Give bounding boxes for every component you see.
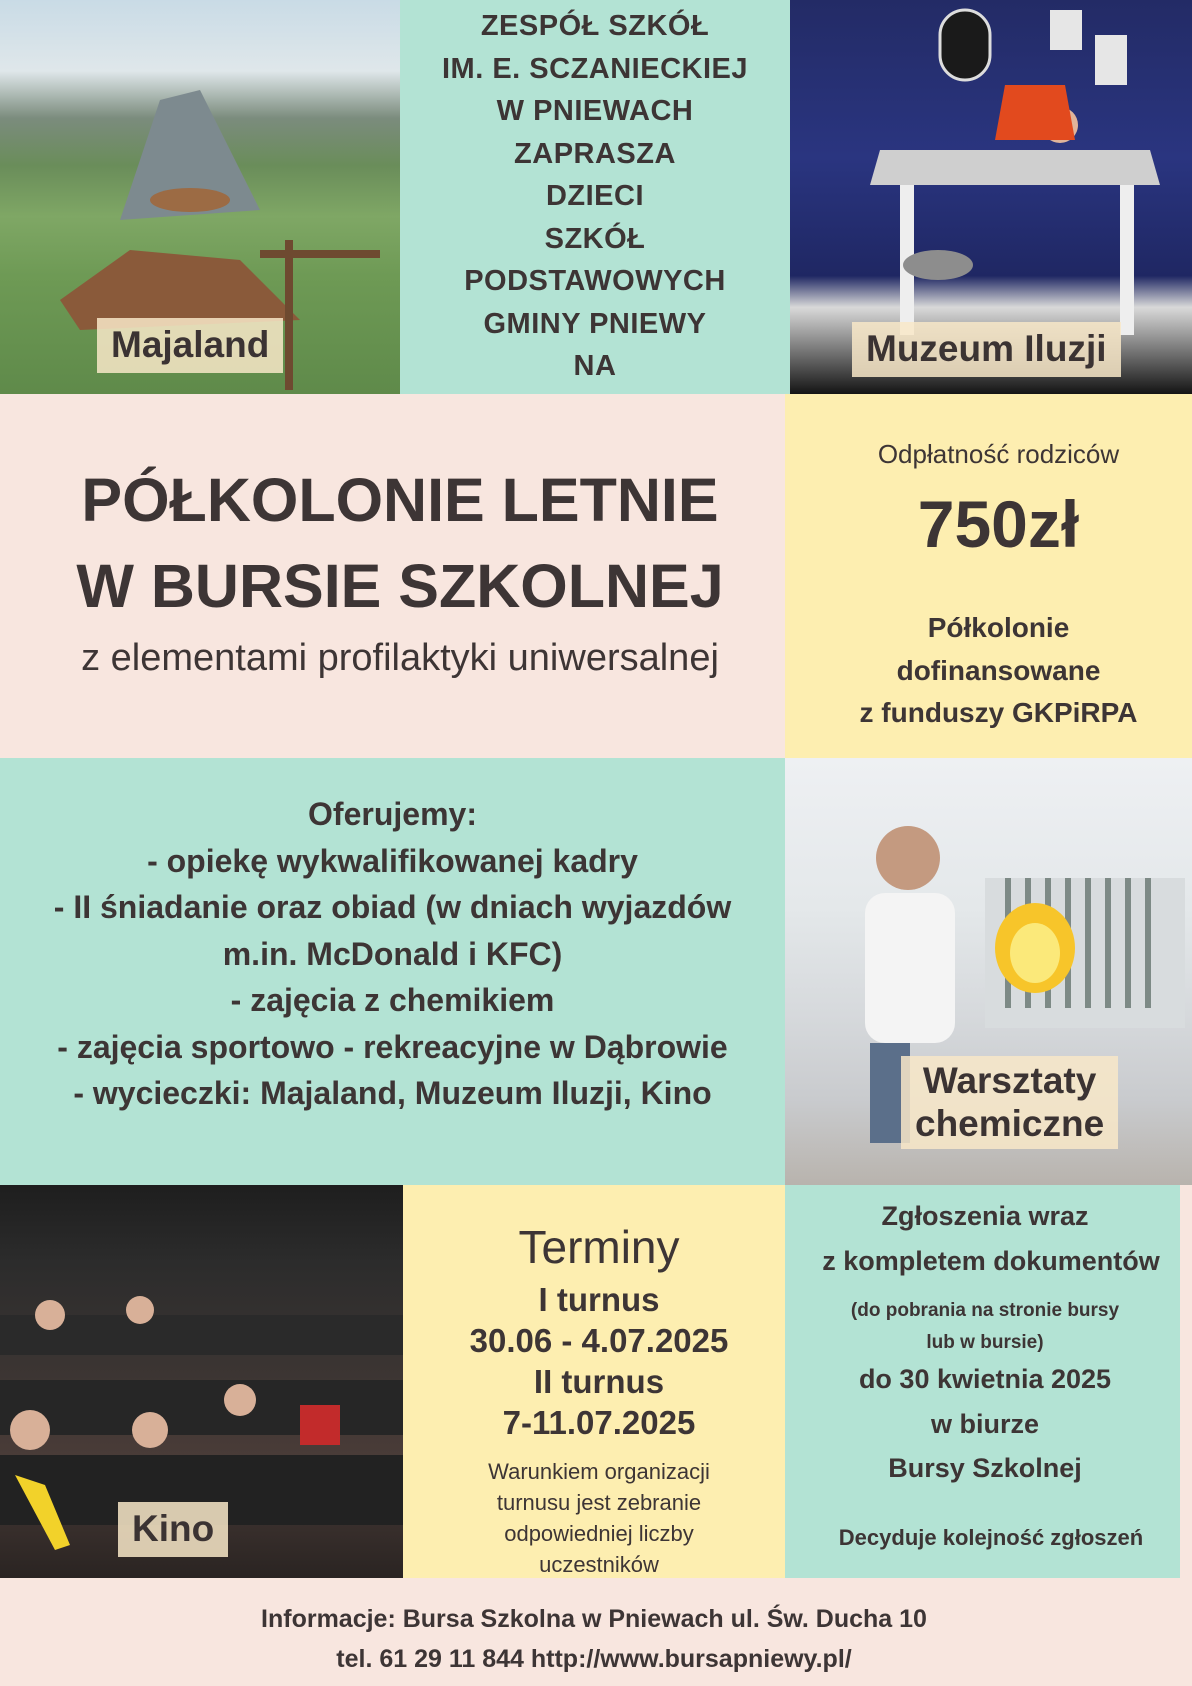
offer-line: - zajęcia z chemikiem: [230, 982, 555, 1018]
registration-panel: [785, 1185, 1180, 1578]
footer: [0, 1578, 1192, 1686]
footer-contact: tel. 61 29 11 844 http://www.bursapniewy.pl/: [336, 1645, 852, 1673]
school-header-line: W PNIEWACH: [496, 95, 694, 127]
offer-list: [0, 791, 785, 1117]
school-header-panel: [400, 0, 790, 394]
offer-line: - opiekę wykwalifikowanej kadry: [147, 842, 638, 879]
majaland-photo: [0, 0, 400, 394]
school-header-line: ZAPRASZA: [514, 137, 676, 170]
terms-note: [403, 1456, 785, 1578]
terms-panel: [403, 1185, 785, 1578]
registration-small1: (do pobrania na stronie bursy: [850, 1300, 1120, 1321]
registration-line4: w biurze: [930, 1409, 1039, 1439]
school-header-line: NA: [573, 350, 617, 382]
turn2-label: II turnus: [533, 1363, 665, 1400]
kino-photo: [0, 1185, 403, 1578]
funding-line: dofinansowane: [896, 654, 1101, 686]
chemistry-caption: [901, 1056, 1118, 1149]
title-panel: [0, 394, 785, 758]
school-header-line: GMINY PNIEWY: [483, 307, 707, 340]
turn1-label: I turnus: [538, 1281, 660, 1318]
offer-panel: [0, 758, 785, 1185]
terms-heading: Terminy: [518, 1221, 680, 1273]
school-header-text: [400, 5, 790, 388]
school-header-line: IM. E. SCZANIECKIEJ: [442, 52, 748, 85]
muzeum-photo: [790, 0, 1192, 394]
main-subtitle: z elementami profilaktyki uniwersalnej: [81, 637, 719, 679]
registration-line5: Bursy Szkolnej: [888, 1453, 1082, 1483]
terms-note-line: uczestników: [539, 1552, 659, 1577]
price-amount: 750zł: [917, 487, 1080, 561]
main-title-line2: W BURSIE SZKOLNEJ: [76, 552, 724, 620]
funding-line: z funduszy GKPiRPA: [859, 697, 1138, 728]
offer-line: m.in. McDonald i KFC): [222, 935, 563, 972]
majaland-caption: Majaland: [97, 318, 283, 373]
registration-line3: do 30 kwietnia 2025: [858, 1364, 1112, 1394]
school-header-line: ZESPÓŁ SZKÓŁ: [480, 10, 710, 42]
offer-line: Oferujemy:: [308, 796, 477, 832]
school-header-line: PODSTAWOWYCH: [464, 265, 726, 297]
offer-line: - wycieczki: Majaland, Muzeum Iluzji, Kino: [73, 1075, 712, 1111]
terms-note-line: odpowiedniej liczby: [504, 1521, 694, 1546]
main-title-line1: PÓŁKOLONIE LETNIE: [81, 466, 719, 534]
offer-line: - II śniadanie oraz obiad (w dniach wyjazdów: [53, 889, 732, 925]
terms-note-line: Warunkiem organizacji: [488, 1459, 710, 1484]
chemistry-caption-line1: Warsztaty: [922, 1060, 1097, 1101]
offer-line: - zajęcia sportowo - rekreacyjne w Dąbrowie: [57, 1028, 728, 1065]
registration-footer-note: Decyduje kolejność zgłoszeń: [838, 1525, 1144, 1550]
footer-address: Informacje: Bursa Szkolna w Pniewach ul. Św. Ducha 10: [261, 1605, 927, 1633]
funding-line: Półkolonie: [927, 612, 1070, 643]
chemistry-caption-line2: chemiczne: [915, 1102, 1105, 1144]
school-header-line: SZKÓŁ: [544, 222, 646, 255]
registration-line1: Zgłoszenia wraz: [881, 1201, 1089, 1231]
price-panel: [785, 394, 1192, 758]
kino-caption: Kino: [118, 1502, 228, 1557]
funding-info: [785, 607, 1192, 735]
turn1-dates: 30.06 - 4.07.2025: [469, 1322, 729, 1359]
price-label: Odpłatność rodziców: [877, 439, 1120, 469]
registration-small2: lub w bursie): [926, 1332, 1044, 1353]
muzeum-caption: Muzeum Iluzji: [852, 322, 1121, 377]
registration-line2: z kompletem dokumentów: [822, 1246, 1160, 1276]
chemistry-photo: [785, 758, 1192, 1185]
terms-note-line: turnusu jest zebranie: [496, 1490, 702, 1515]
school-header-line: DZIECI: [545, 180, 645, 212]
turn2-dates: 7-11.07.2025: [502, 1404, 696, 1441]
